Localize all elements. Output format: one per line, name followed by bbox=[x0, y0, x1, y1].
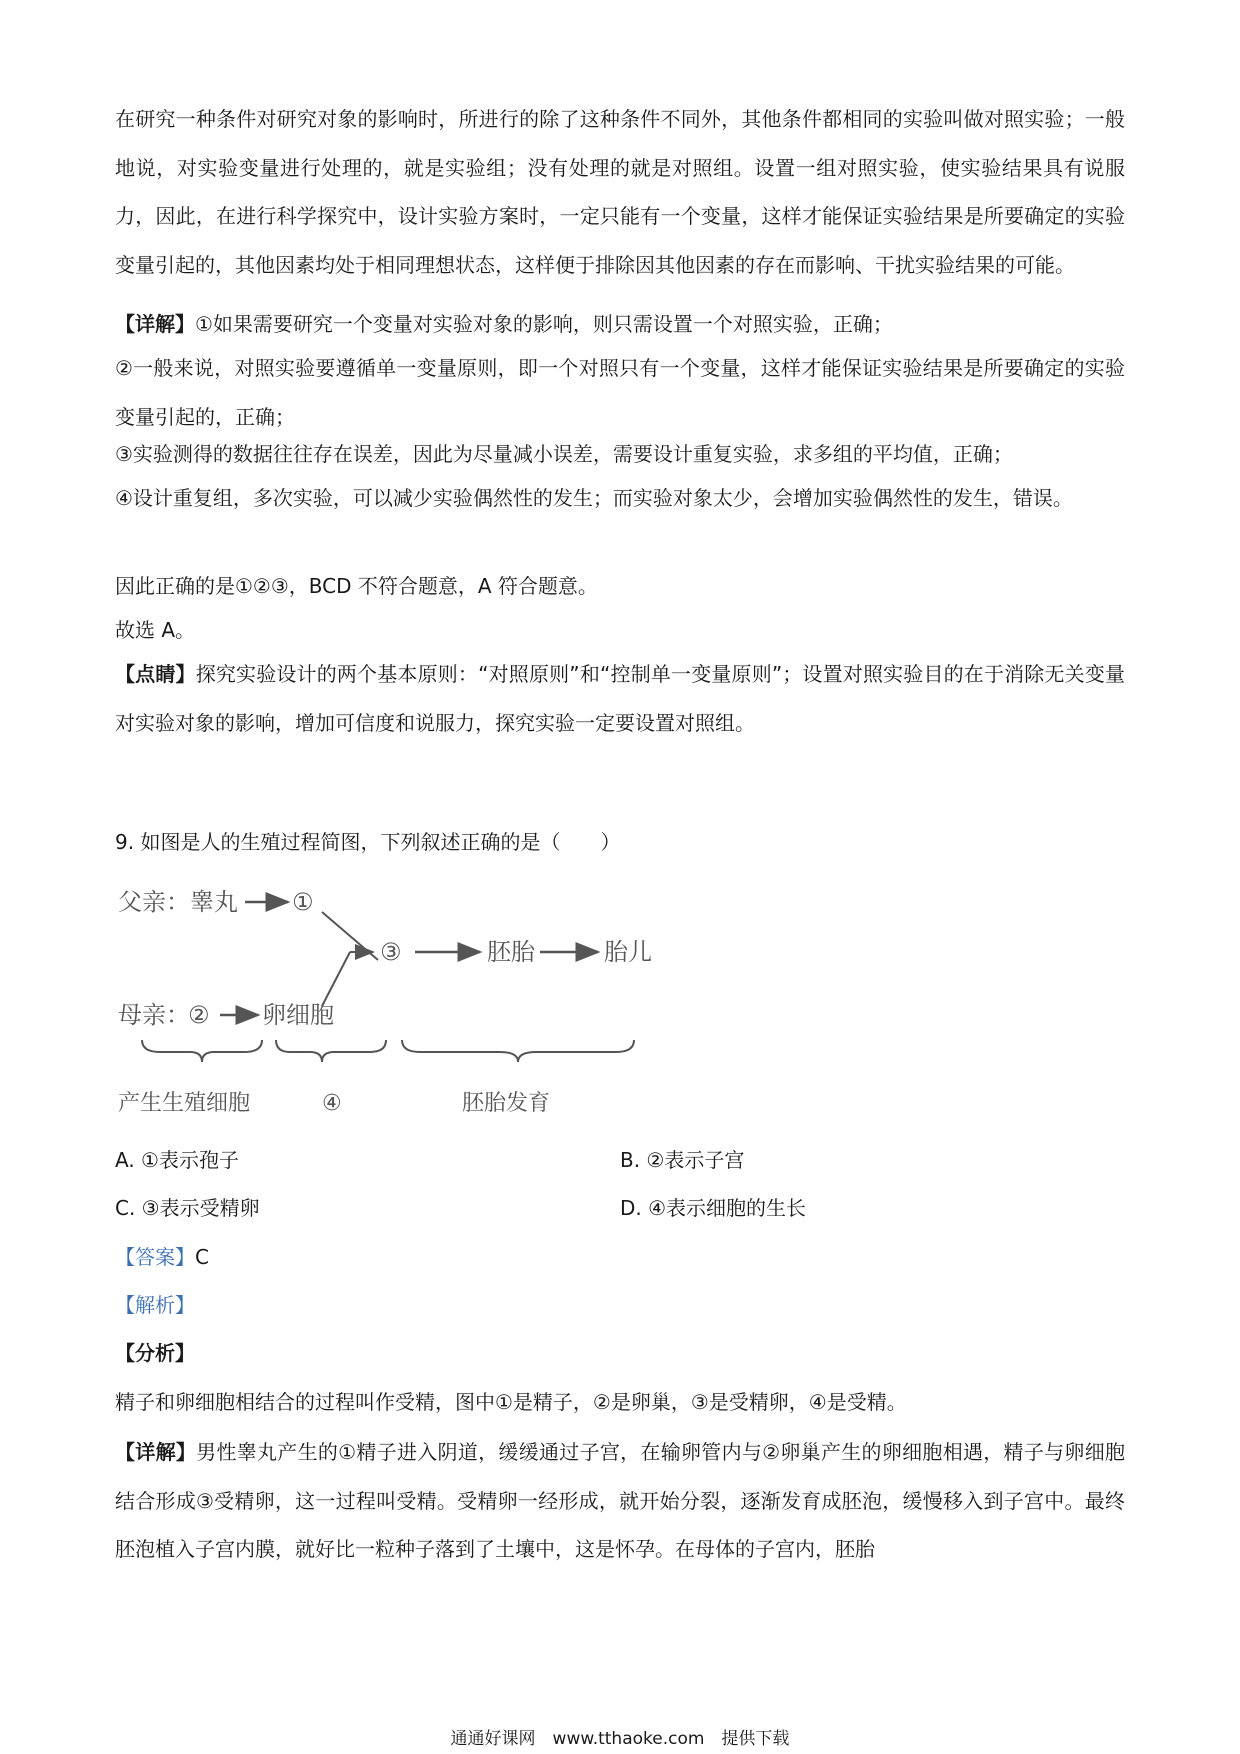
option-b: B. ②表示子宫 bbox=[620, 1148, 745, 1172]
brace-gamete-production bbox=[142, 1040, 262, 1062]
page-footer: 通通好课网 www.tthaoke.com 提供下载 bbox=[450, 1729, 790, 1749]
line-egg-to-zygote bbox=[322, 952, 350, 1006]
q9-detail bbox=[115, 1428, 1125, 1574]
diagram-label-gamete: 产生生殖细胞 bbox=[118, 1091, 251, 1116]
option-a: A. ①表示孢子 bbox=[115, 1148, 239, 1172]
q8-detail-item3: ③实验测得的数据往往存在误差，因此为尽量减小误差，需要设计重复实验，求多组的平均值，正确； bbox=[115, 442, 1013, 466]
answer-value: C bbox=[195, 1245, 209, 1269]
diagram-embryo-label: 胚胎 bbox=[487, 938, 535, 966]
comment-tag: 【点睛】 bbox=[115, 662, 196, 686]
diagram-node-3: ③ bbox=[380, 938, 402, 966]
q9-fenxi-tag: 【分析】 bbox=[115, 1341, 195, 1365]
option-c: C. ③表示受精卵 bbox=[115, 1196, 260, 1220]
q8-detail-item4: ④设计重复组，多次实验，可以减少实验偶然性的发生；而实验对象太少，会增加实验偶然性的发生，错误。 bbox=[115, 486, 1073, 510]
reproduction-diagram bbox=[110, 880, 750, 1130]
intro-paragraph: 在研究一种条件对研究对象的影响时，所进行的除了这种条件不同外，其他条件都相同的实验叫做对照实验；一般地说，对实验变量进行处理的，就是实验组；没有处理的就是对照组。设置一组对照实验，使实验结果具有说服力，因此，在进行科学探究中，设计实验方案时，一定只能有一个变量，这样才能保证实验结果是所要确定的实验变量引起的，其他因素均处于相同理想状态，这样便于排除因其他因素的存在而影响、干扰实验结果的可能。 bbox=[115, 107, 1125, 277]
option-d: D. ④表示细胞的生长 bbox=[620, 1196, 807, 1220]
q8-detail-item2: ②一般来说，对照实验要遵循单一变量原则，即一个对照只有一个变量，这样才能保证实验结果是所要确定的实验变量引起的，正确； bbox=[115, 356, 1125, 429]
comment-text: 探究实验设计的两个基本原则：“对照原则”和“控制单一变量原则”；设置对照实验目的在于消除无关变量对实验对象的影响，增加可信度和说服力，探究实验一定要设置对照组。 bbox=[115, 662, 1125, 735]
q9-analysis-tag: 【解析】 bbox=[115, 1293, 195, 1317]
diagram-label-4: ④ bbox=[322, 1091, 342, 1116]
brace-fertilization bbox=[276, 1040, 386, 1062]
q9-answer bbox=[115, 1242, 209, 1272]
q9-question: 9. 如图是人的生殖过程简图，下列叙述正确的是（ ） bbox=[115, 830, 621, 854]
brace-embryo-development bbox=[402, 1040, 634, 1062]
q8-comment bbox=[115, 650, 1125, 747]
diagram-egg-label: 卵细胞 bbox=[262, 1001, 334, 1029]
detail-tag: 【详解】 bbox=[115, 312, 195, 336]
diagram-node-2: ② bbox=[188, 1001, 210, 1029]
detail-item1-text: ①如果需要研究一个变量对实验对象的影响，则只需设置一个对照实验，正确； bbox=[195, 312, 893, 336]
q8-detail-item1 bbox=[115, 300, 1125, 349]
diagram-fetus-label: 胎儿 bbox=[604, 938, 652, 966]
q9-detail-tag: 【详解】 bbox=[115, 1440, 197, 1464]
answer-tag: 【答案】 bbox=[115, 1245, 195, 1269]
diagram-label-embryo-dev: 胚胎发育 bbox=[462, 1091, 551, 1116]
diagram-mother-label: 母亲： bbox=[118, 1001, 190, 1029]
diagram-father-label: 父亲：睾丸 bbox=[118, 888, 238, 916]
q8-conclusion: 因此正确的是①②③，BCD 不符合题意，A 符合题意。 bbox=[115, 574, 598, 598]
q8-choice: 故选 A。 bbox=[115, 618, 196, 642]
q9-fenxi-text: 精子和卵细胞相结合的过程叫作受精，图中①是精子，②是卵巢，③是受精卵，④是受精。 bbox=[115, 1390, 907, 1414]
diagram-node-1: ① bbox=[292, 888, 314, 916]
q9-detail-text: 男性睾丸产生的①精子进入阴道，缓缓通过子宫，在输卵管内与②卵巢产生的卵细胞相遇，精子与卵细胞结合形成③受精卵，这一过程叫受精。受精卵一经形成，就开始分裂，逐渐发育成胚泡，缓慢移入到子宫中。最终胚泡植入子宫内膜，就好比一粒种子落到了土壤中，这是怀孕。在母体的子宫内，胚胎 bbox=[115, 1440, 1126, 1561]
